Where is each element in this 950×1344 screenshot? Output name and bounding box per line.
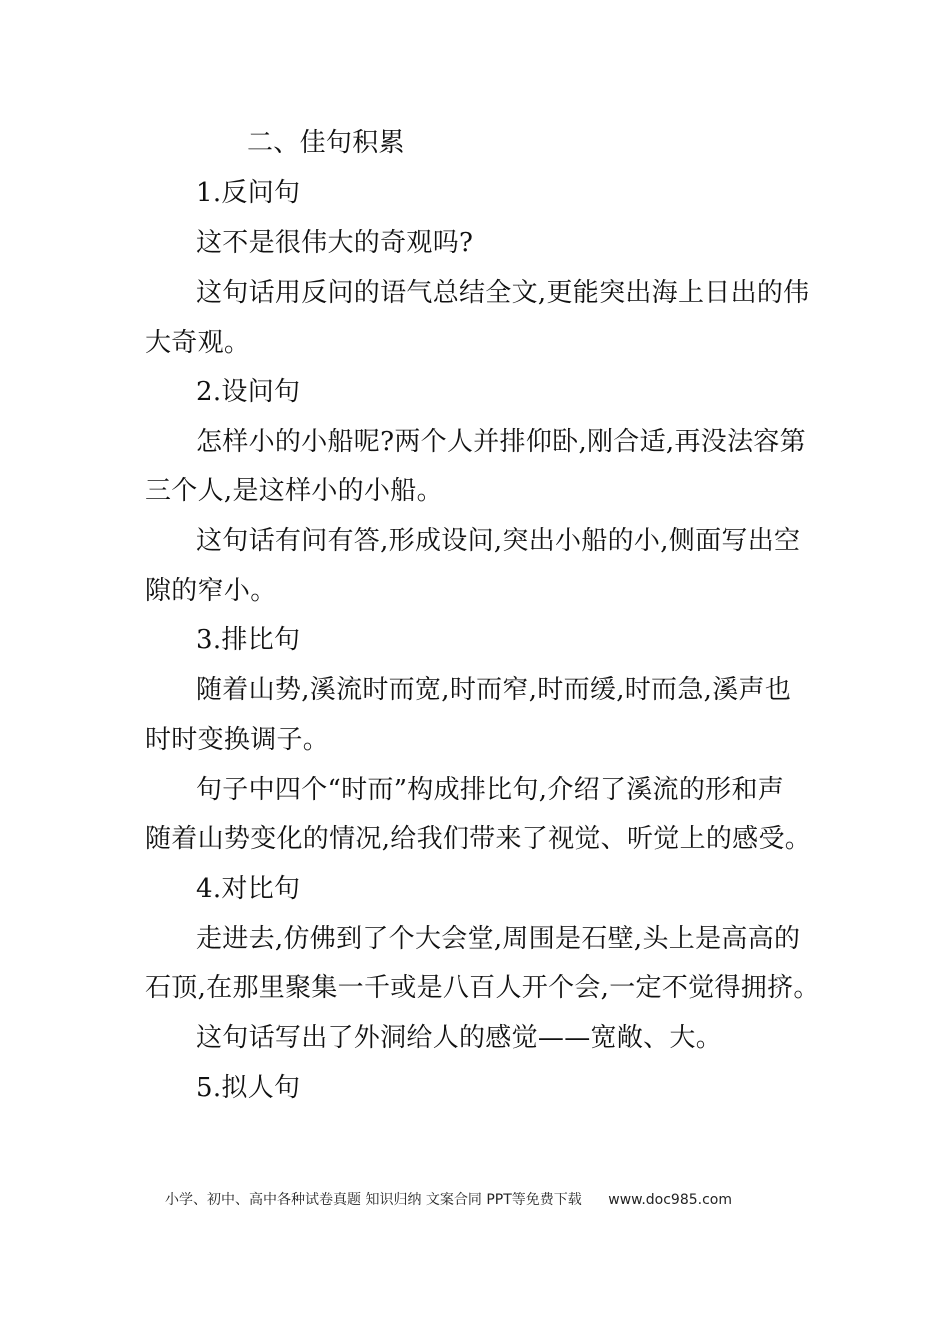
analysis-line: 这句话写出了外洞给人的感觉——宽敞、大。 xyxy=(196,1023,723,1053)
analysis-line: 句子中四个“时而”构成排比句,介绍了溪流的形和声 xyxy=(196,775,785,805)
example-sentence: 走进去,仿佛到了个大会堂,周围是石壁,头上是高高的 xyxy=(196,924,801,954)
analysis-line: 隙的窄小。 xyxy=(145,576,277,606)
example-sentence: 随着山势,溪流时而宽,时而窄,时而缓,时而急,溪声也 xyxy=(196,675,792,705)
section-heading: 二、佳句积累 xyxy=(247,128,405,158)
footer-text: 小学、初中、高中各种试卷真题 知识归纳 文案合同 PPT等免费下载 xyxy=(165,1192,582,1208)
example-sentence: 石顶,在那里聚集一千或是八百人开个会,一定不觉得拥挤。 xyxy=(145,973,820,1003)
analysis-line: 大奇观。 xyxy=(145,328,251,358)
heading-parallelism: 3.排比句 xyxy=(196,625,301,655)
footer-url[interactable]: www.doc985.com xyxy=(608,1192,732,1208)
page-footer xyxy=(165,1190,732,1210)
analysis-line: 这句话用反问的语气总结全文,更能突出海上日出的伟 xyxy=(196,278,810,308)
example-sentence: 三个人,是这样小的小船。 xyxy=(145,476,443,506)
analysis-line: 这句话有问有答,形成设问,突出小船的小,侧面写出空 xyxy=(196,526,801,556)
example-sentence: 时时变换调子。 xyxy=(145,725,330,755)
analysis-line: 随着山势变化的情况,给我们带来了视觉、听觉上的感受。 xyxy=(145,824,812,854)
heading-rhetorical-question: 1.反问句 xyxy=(196,178,301,208)
example-sentence: 这不是很伟大的奇观吗? xyxy=(196,228,474,258)
heading-personification: 5.拟人句 xyxy=(196,1073,301,1103)
example-sentence: 怎样小的小船呢?两个人并排仰卧,刚合适,再没法容第 xyxy=(196,427,806,457)
heading-contrast: 4.对比句 xyxy=(196,874,301,904)
heading-question-answer: 2.设问句 xyxy=(196,377,301,407)
